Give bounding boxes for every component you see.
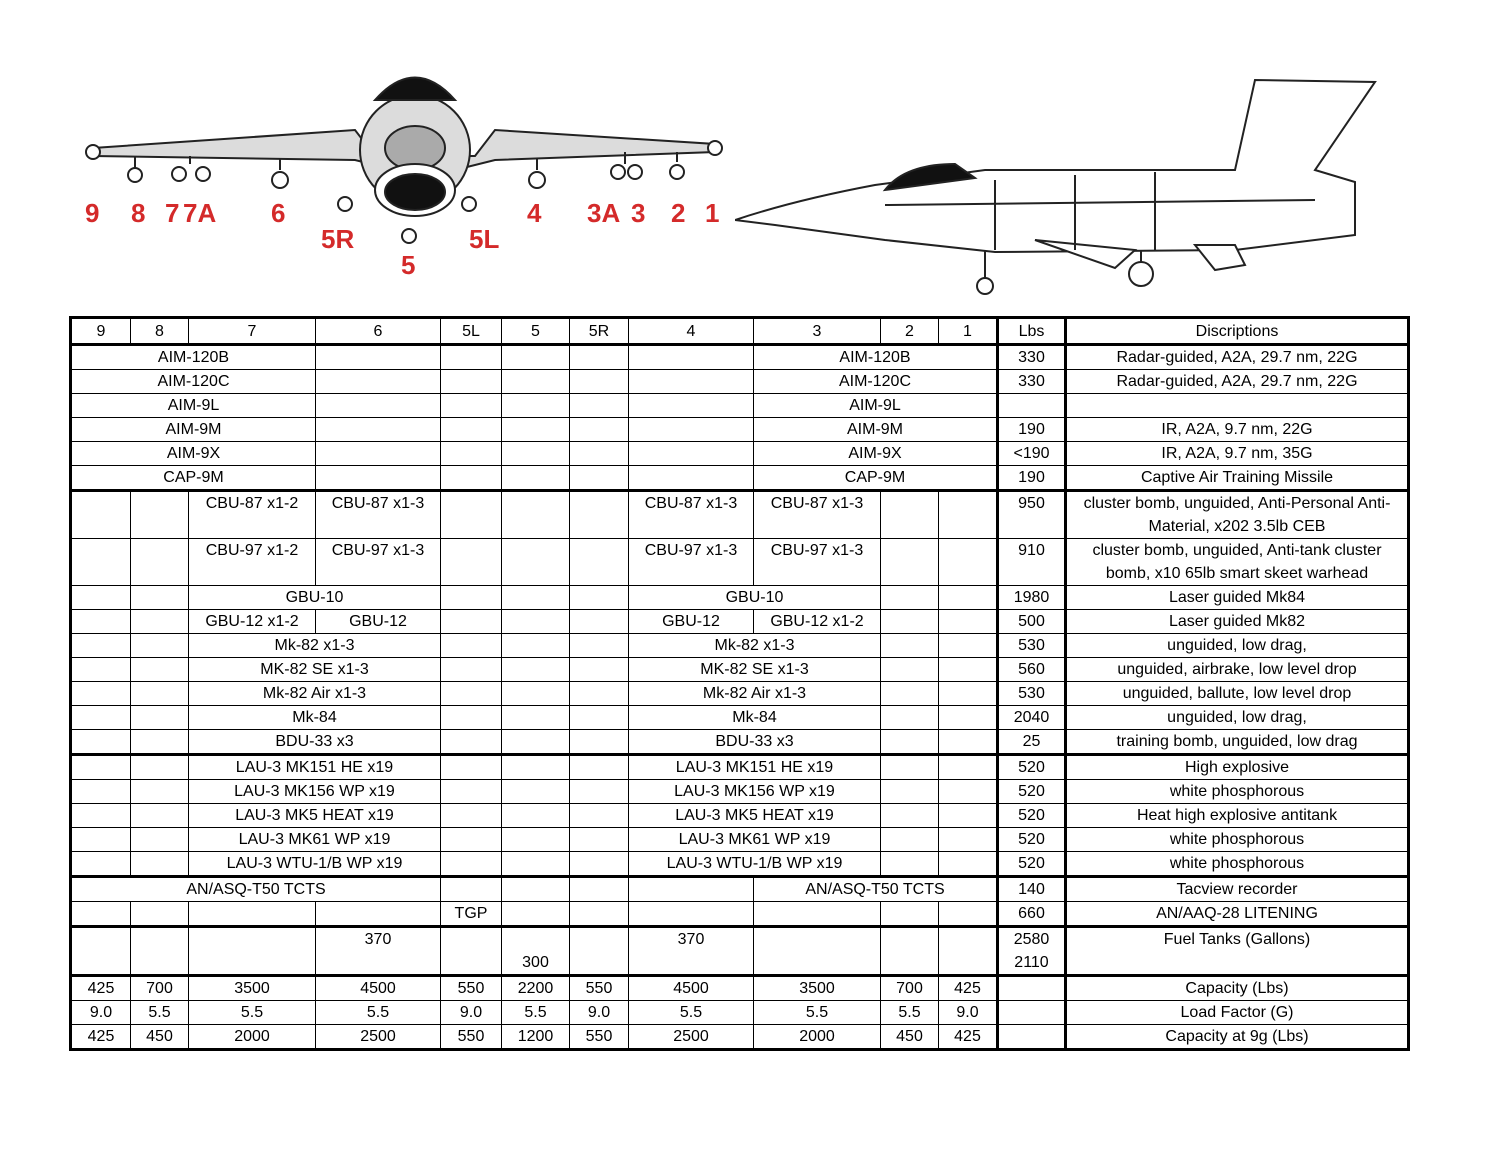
lbs-cell: 530: [998, 634, 1066, 658]
lbs-value: 2110: [1014, 954, 1049, 971]
right-wing-cell: AIM-9M: [754, 418, 998, 442]
description-cell: Heat high explosive antitank: [1066, 804, 1409, 828]
lbs-value: 2580: [1013, 931, 1050, 948]
header-cell: 3: [754, 318, 881, 345]
table-row: [71, 877, 1409, 902]
value-cell: 5.5: [629, 1001, 754, 1025]
left-wing-cell: MK-82 SE x1-3: [189, 658, 441, 682]
table-row: [71, 780, 1409, 804]
station-5-value: 300: [522, 954, 549, 971]
right-wing-cell: Mk-82 x1-3: [629, 634, 881, 658]
description-cell: IR, A2A, 9.7 nm, 35G: [1066, 442, 1409, 466]
station-6-cell: 370: [316, 927, 441, 976]
left-wing-cell: LAU-3 MK61 WP x19: [189, 828, 441, 852]
header-cell: 5: [502, 318, 570, 345]
value-cell: 3500: [754, 976, 881, 1001]
description-cell: cluster bomb, unguided, Anti-tank cluster bomb, x10 65lb smart skeet warhead: [1066, 539, 1409, 586]
right-wing-cell: BDU-33 x3: [629, 730, 881, 755]
right-wing-cell: Mk-84: [629, 706, 881, 730]
station-label: 3: [631, 198, 646, 228]
lbs-cell: 520: [998, 828, 1066, 852]
station-label: 6: [271, 198, 286, 228]
value-cell: 425: [939, 976, 998, 1001]
table-row: [71, 1001, 1409, 1025]
right-wing-cell: CAP-9M: [754, 466, 998, 491]
station-6-cell: CBU-97 x1-3: [316, 539, 441, 586]
right-wing-cell: LAU-3 MK156 WP x19: [629, 780, 881, 804]
value-cell: 9.0: [939, 1001, 998, 1025]
lbs-cell: 1980: [998, 586, 1066, 610]
description-cell: [1066, 394, 1409, 418]
description-cell: cluster bomb, unguided, Anti-Personal Anti-Material, x202 3.5lb CEB: [1066, 491, 1409, 539]
table-row: [71, 804, 1409, 828]
description-cell: Laser guided Mk82: [1066, 610, 1409, 634]
value-cell: 425: [939, 1025, 998, 1050]
value-cell: 450: [881, 1025, 939, 1050]
lbs-cell: 530: [998, 682, 1066, 706]
right-wing-cell: MK-82 SE x1-3: [629, 658, 881, 682]
description-cell: Captive Air Training Missile: [1066, 466, 1409, 491]
lbs-cell: [998, 927, 1066, 976]
table-row: [71, 902, 1409, 927]
station-label: 9: [85, 198, 100, 228]
description-cell: IR, A2A, 9.7 nm, 22G: [1066, 418, 1409, 442]
header-cell: 5R: [570, 318, 629, 345]
value-cell: 5.5: [502, 1001, 570, 1025]
lbs-cell: 560: [998, 658, 1066, 682]
left-wing-cell: Mk-82 Air x1-3: [189, 682, 441, 706]
left-wing-cell: AIM-9M: [71, 418, 316, 442]
table-row: [71, 345, 1409, 370]
header-cell: 9: [71, 318, 131, 345]
value-cell: 1200: [502, 1025, 570, 1050]
lbs-cell: 950: [998, 491, 1066, 539]
table-row: [71, 852, 1409, 877]
table-row: [71, 976, 1409, 1001]
header-cell: 4: [629, 318, 754, 345]
header-cell: Lbs: [998, 318, 1066, 345]
header-cell: 5L: [441, 318, 502, 345]
lbs-cell: 520: [998, 755, 1066, 780]
value-cell: 2000: [189, 1025, 316, 1050]
table-row: [71, 394, 1409, 418]
table-row: [71, 730, 1409, 755]
loadout-table: [69, 316, 1410, 1051]
value-cell: 5.5: [881, 1001, 939, 1025]
station-4-cell: 370: [629, 927, 754, 976]
value-cell: 9.0: [441, 1001, 502, 1025]
lbs-cell: 660: [998, 902, 1066, 927]
station-3-cell: GBU-12 x1-2: [754, 610, 881, 634]
lbs-cell: 520: [998, 804, 1066, 828]
value-cell: 5.5: [189, 1001, 316, 1025]
station-5l-cell: TGP: [441, 902, 502, 927]
right-wing-cell: AIM-120C: [754, 370, 998, 394]
description-cell: Load Factor (G): [1066, 1001, 1409, 1025]
station-label: 5L: [469, 224, 500, 254]
value-cell: 550: [441, 976, 502, 1001]
description-cell: Laser guided Mk84: [1066, 586, 1409, 610]
value-cell: 2000: [754, 1025, 881, 1050]
header-cell: 1: [939, 318, 998, 345]
table-row: [71, 755, 1409, 780]
table-row: [71, 658, 1409, 682]
left-wing-cell: AIM-9X: [71, 442, 316, 466]
value-cell: 550: [570, 976, 629, 1001]
station-6-cell: GBU-12: [316, 610, 441, 634]
description-cell: white phosphorous: [1066, 780, 1409, 804]
left-wing-cell: GBU-10: [189, 586, 441, 610]
description-cell: unguided, ballute, low level drop: [1066, 682, 1409, 706]
lbs-cell: 190: [998, 418, 1066, 442]
left-wing-cell: LAU-3 MK151 HE x19: [189, 755, 441, 780]
value-cell: 425: [71, 1025, 131, 1050]
value-cell: 5.5: [754, 1001, 881, 1025]
lbs-cell: 520: [998, 780, 1066, 804]
description-cell: unguided, low drag,: [1066, 706, 1409, 730]
table-row: [71, 491, 1409, 539]
description-cell: white phosphorous: [1066, 852, 1409, 877]
lbs-cell: [998, 394, 1066, 418]
left-wing-cell: LAU-3 MK5 HEAT x19: [189, 804, 441, 828]
table-row: [71, 1025, 1409, 1050]
right-wing-cell: AN/ASQ-T50 TCTS: [754, 877, 998, 902]
lbs-cell: 140: [998, 877, 1066, 902]
description-cell: Fuel Tanks (Gallons): [1066, 927, 1409, 976]
right-wing-cell: GBU-10: [629, 586, 881, 610]
description-cell: unguided, low drag,: [1066, 634, 1409, 658]
description-cell: AN/AAQ-28 LITENING: [1066, 902, 1409, 927]
description-cell: Radar-guided, A2A, 29.7 nm, 22G: [1066, 345, 1409, 370]
station-label: 2: [671, 198, 686, 228]
value-cell: 5.5: [316, 1001, 441, 1025]
station-label: 5: [401, 250, 416, 280]
left-wing-cell: CAP-9M: [71, 466, 316, 491]
lbs-cell: 520: [998, 852, 1066, 877]
value-cell: 450: [131, 1025, 189, 1050]
lbs-cell: 330: [998, 345, 1066, 370]
description-cell: Capacity (Lbs): [1066, 976, 1409, 1001]
station-7-cell: CBU-87 x1-2: [189, 491, 316, 539]
description-cell: Capacity at 9g (Lbs): [1066, 1025, 1409, 1050]
aircraft-side-view: [735, 60, 1425, 305]
left-wing-cell: AIM-9L: [71, 394, 316, 418]
table-row: [71, 682, 1409, 706]
station-3-cell: CBU-87 x1-3: [754, 491, 881, 539]
right-wing-cell: LAU-3 MK61 WP x19: [629, 828, 881, 852]
header-cell: 2: [881, 318, 939, 345]
header-cell: 8: [131, 318, 189, 345]
left-wing-cell: LAU-3 WTU-1/B WP x19: [189, 852, 441, 877]
right-wing-cell: LAU-3 MK5 HEAT x19: [629, 804, 881, 828]
description-cell: High explosive: [1066, 755, 1409, 780]
table-row: [71, 442, 1409, 466]
lbs-cell: 910: [998, 539, 1066, 586]
table-row: [71, 634, 1409, 658]
value-cell: 4500: [629, 976, 754, 1001]
header-cell: 6: [316, 318, 441, 345]
right-wing-cell: AIM-9X: [754, 442, 998, 466]
value-cell: 2200: [502, 976, 570, 1001]
value-cell: 2500: [629, 1025, 754, 1050]
lbs-cell: 330: [998, 370, 1066, 394]
station-6-cell: CBU-87 x1-3: [316, 491, 441, 539]
value-cell: 550: [441, 1025, 502, 1050]
table-row: [71, 586, 1409, 610]
table-row: [71, 610, 1409, 634]
station-label: 7: [165, 198, 180, 228]
station-label: 8: [131, 198, 146, 228]
left-wing-cell: BDU-33 x3: [189, 730, 441, 755]
left-wing-cell: LAU-3 MK156 WP x19: [189, 780, 441, 804]
left-wing-cell: AN/ASQ-T50 TCTS: [71, 877, 441, 902]
value-cell: 700: [131, 976, 189, 1001]
right-wing-cell: AIM-120B: [754, 345, 998, 370]
left-wing-cell: AIM-120B: [71, 345, 316, 370]
aircraft-front-view: [75, 60, 755, 300]
value-cell: 550: [570, 1025, 629, 1050]
station-3-cell: CBU-97 x1-3: [754, 539, 881, 586]
station-label: 4: [527, 198, 542, 228]
station-label: 7A: [183, 198, 217, 228]
table-row: [71, 418, 1409, 442]
right-wing-cell: LAU-3 WTU-1/B WP x19: [629, 852, 881, 877]
table-row: [71, 706, 1409, 730]
lbs-cell: 500: [998, 610, 1066, 634]
table-row: [71, 466, 1409, 491]
right-wing-cell: AIM-9L: [754, 394, 998, 418]
description-cell: Tacview recorder: [1066, 877, 1409, 902]
station-5-cell: [502, 927, 570, 976]
left-wing-cell: AIM-120C: [71, 370, 316, 394]
left-wing-cell: Mk-82 x1-3: [189, 634, 441, 658]
lbs-cell: 25: [998, 730, 1066, 755]
value-cell: 700: [881, 976, 939, 1001]
station-label: 5R: [321, 224, 355, 254]
lbs-cell: <190: [998, 442, 1066, 466]
table-row: [71, 370, 1409, 394]
table-row: [71, 828, 1409, 852]
description-cell: white phosphorous: [1066, 828, 1409, 852]
station-4-cell: CBU-97 x1-3: [629, 539, 754, 586]
value-cell: 3500: [189, 976, 316, 1001]
value-cell: 2500: [316, 1025, 441, 1050]
station-7-cell: GBU-12 x1-2: [189, 610, 316, 634]
value-cell: 4500: [316, 976, 441, 1001]
left-wing-cell: Mk-84: [189, 706, 441, 730]
table-row: [71, 539, 1409, 586]
station-label: 1: [705, 198, 720, 228]
header-cell: 7: [189, 318, 316, 345]
table-row: [71, 927, 1409, 976]
value-cell: 9.0: [71, 1001, 131, 1025]
value-cell: 425: [71, 976, 131, 1001]
station-label: 3A: [587, 198, 621, 228]
right-wing-cell: LAU-3 MK151 HE x19: [629, 755, 881, 780]
value-cell: 9.0: [570, 1001, 629, 1025]
station-7-cell: CBU-97 x1-2: [189, 539, 316, 586]
header-cell: Discriptions: [1066, 318, 1409, 345]
lbs-cell: 190: [998, 466, 1066, 491]
description-cell: Radar-guided, A2A, 29.7 nm, 22G: [1066, 370, 1409, 394]
table-header-row: [71, 318, 1409, 345]
value-cell: 5.5: [131, 1001, 189, 1025]
lbs-cell: 2040: [998, 706, 1066, 730]
description-cell: training bomb, unguided, low drag: [1066, 730, 1409, 755]
description-cell: unguided, airbrake, low level drop: [1066, 658, 1409, 682]
station-4-cell: CBU-87 x1-3: [629, 491, 754, 539]
right-wing-cell: Mk-82 Air x1-3: [629, 682, 881, 706]
station-4-cell: GBU-12: [629, 610, 754, 634]
